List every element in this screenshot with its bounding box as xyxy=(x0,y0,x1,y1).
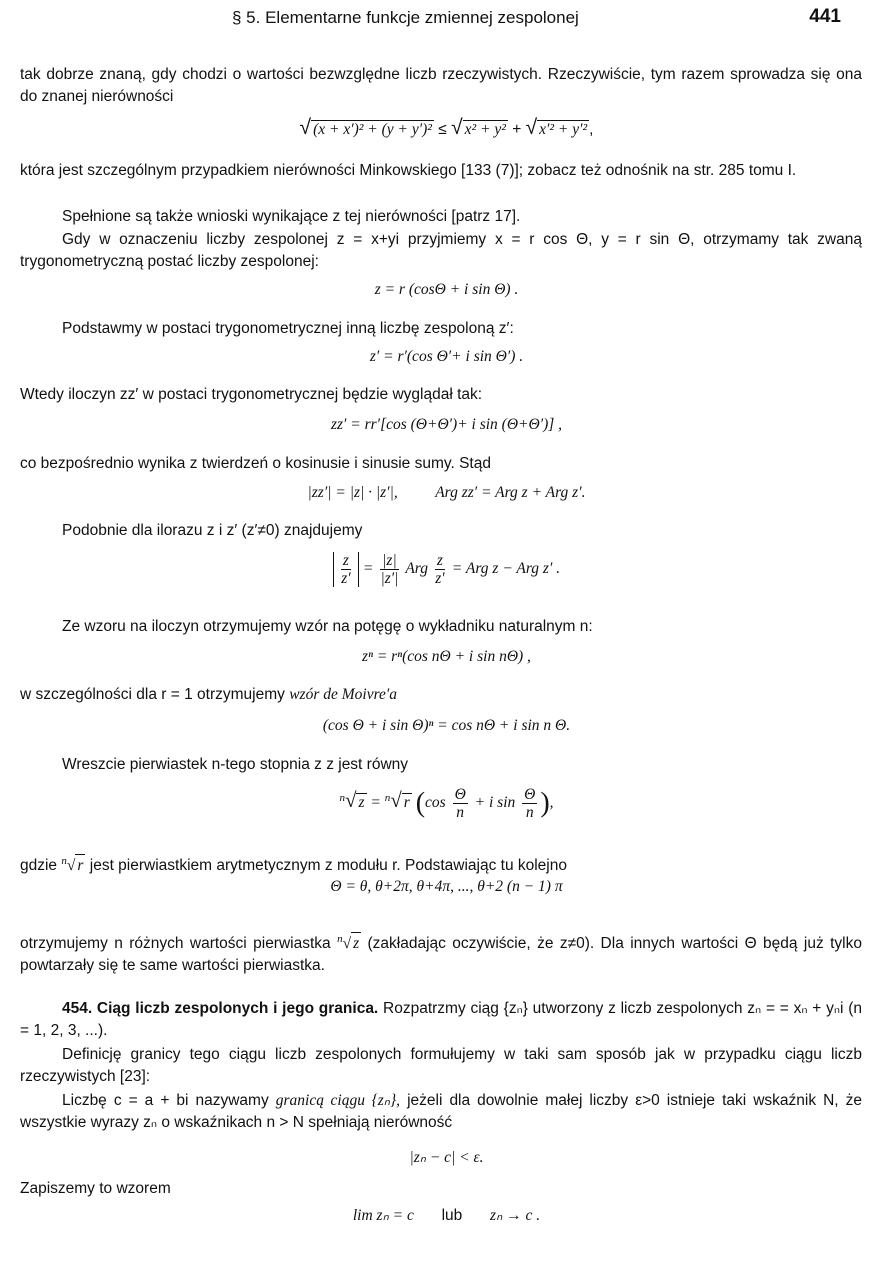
paragraph-10: w szczególności dla r = 1 otrzymujemy wzór de Moivre′a xyxy=(20,686,398,703)
paragraph-13: otrzymujemy n różnych wartości pierwiastka $^n$√ z (zakładając oczywiście, że z≠0). Dla innych wartości Θ będą już tylko powtarzały się te same wartości pierwiastka. xyxy=(20,933,862,975)
eq1-right-2: x′² + y′² xyxy=(539,121,588,138)
paragraph-9: Ze wzoru na iloczyn otrzymujemy wzór na potęgę o wykładniku naturalnym n: xyxy=(62,618,593,635)
equation-product: zz′ = rr′[cos (Θ+Θ′)+ i sin (Θ+Θ′)] , xyxy=(330,416,563,433)
eq9-fraction-2: $\frac{\Theta}{n}$ xyxy=(524,786,536,821)
eq6-arg: Arg xyxy=(405,560,429,578)
page-number: 441 xyxy=(809,6,841,27)
equation-minkowski xyxy=(0,116,893,140)
paragraph-6: Wtedy iloczyn zz′ w postaci trygonometrycznej będzie wyglądał tak: xyxy=(20,386,483,403)
paragraph-11: Wreszcie pierwiastek n-tego stopnia z z jest równy xyxy=(62,756,409,773)
running-title: § 5. Elementarne funkcje zmiennej zespolonej xyxy=(232,8,579,27)
equation-limit: lim zₙ = c lub zₙ → c . xyxy=(352,1207,541,1224)
section-454-title: 454. Ciąg liczb zespolonych i jego granica. xyxy=(62,1000,379,1017)
sqrt-sign: √ xyxy=(525,116,538,139)
paragraph-7: co bezpośrednio wynika z twierdzeń o kosinusie i sinusie sumy. Stąd xyxy=(20,455,491,472)
equation-de-moivre: (cos Θ + i sin Θ)ⁿ = cos nΘ + i sin n Θ. xyxy=(322,717,571,734)
eq6-arg-fraction: $\frac{z}{z'}$ xyxy=(435,552,445,587)
de-moivre-term: wzór de Moivre′a xyxy=(289,686,398,703)
paragraph-14: Definicję granicy tego ciągu liczb zespolonych formułujemy w taki sam sposób jak w przypadku ciągu liczb rzeczywistych [23]: xyxy=(20,1046,862,1085)
equation-trig-form: z = r (cosΘ + i sin Θ) . xyxy=(374,281,519,298)
eq1-end: , xyxy=(589,121,594,138)
running-header xyxy=(0,8,893,34)
eq5-modulus: |zz′| = |z| · |z′|, xyxy=(307,484,398,501)
equation-epsilon: |zₙ − c| < ε. xyxy=(409,1149,484,1166)
eq1-left: (x + x′)² + (y + y′)² xyxy=(313,121,432,138)
paragraph-4: Gdy w oznaczeniu liczby zespolonej z = x+yi przyjmiemy x = r cos Θ, y = r sin Θ, otrzymamy tak zwaną trygonometryczną postać liczby zespolonej: xyxy=(20,231,862,270)
paragraph-8: Podobnie dla ilorazu z i z′ (z′≠0) znajdujemy xyxy=(62,522,363,539)
sqrt-sign: √ xyxy=(299,116,312,139)
paragraph-16: Zapiszemy to wzorem xyxy=(20,1180,171,1197)
eq1-plus: + xyxy=(512,121,522,138)
paragraph-1: tak dobrze znaną, gdy chodzi o wartości bezwzględne liczb rzeczywistych. Rzeczywiście, tym razem sprowadza się ona do znanej nierówności xyxy=(20,66,862,105)
equation-power: zⁿ = rⁿ(cos nΘ + i sin nΘ) , xyxy=(362,648,531,665)
eq1-relation: ≤ xyxy=(438,121,447,138)
equation-modulus-arg xyxy=(0,484,893,502)
eq6-rest: = Arg z − Arg z′ . xyxy=(451,560,561,578)
limit-definition-term: granicą ciągu {zₙ}, xyxy=(275,1092,401,1109)
equation-z-prime: z′ = r′(cos Θ′+ i sin Θ′) . xyxy=(369,348,524,365)
sqrt-sign: √ xyxy=(451,116,463,139)
eq6-equals: = xyxy=(362,560,374,578)
section-454: 454. Ciąg liczb zespolonych i jego granica. Rozpatrzmy ciąg {zₙ} utworzony z liczb zespolonych zₙ = = xₙ + yₙi (n = 1, 2, 3, ...). xyxy=(20,1000,862,1039)
equation-theta-values: Θ = θ, θ+2π, θ+4π, ..., θ+2 (n − 1) π xyxy=(330,878,563,895)
paragraph-12: gdzie $^n$√ r jest pierwiastkiem arytmetycznym z modułu r. Podstawiając tu kolejno xyxy=(20,850,862,877)
eq6-modulus-fraction: $\frac{|z|}{|z'|}$ xyxy=(380,552,399,587)
paragraph-15: Liczbę c = a + bi nazywamy granicą ciągu {zₙ}, jeżeli dla dowolnie małej liczby ε>0 istnieje taki wskaźnik N, że wszystkie wyrazy zₙ o wskaźnikach n > N spełniają nierówność xyxy=(20,1092,863,1131)
equation-nth-root: $^n$√ z = $^n$√ r (cos $\frac{\Theta}{n}$ + i sin $\frac{\Theta}{n}$ ), xyxy=(339,786,554,821)
eq5-arg: Arg zz′ = Arg z + Arg z′. xyxy=(435,484,586,501)
paragraph-5: Podstawmy w postaci trygonometrycznej inną liczbę zespoloną z′: xyxy=(62,320,514,337)
paragraph-3: Spełnione są także wnioski wynikające z tej nierówności [patrz 17]. xyxy=(62,208,521,225)
paragraph-2: która jest szczególnym przypadkiem nierówności Minkowskiego [133 (7)]; zobacz też odnośnik na str. 285 tomu I. xyxy=(20,162,797,179)
equation-quotient xyxy=(0,552,893,587)
eq9-fraction-1: $\frac{\Theta}{n}$ xyxy=(454,786,466,821)
eq1-right-1: x² + y² xyxy=(464,121,506,138)
eq6-abs-quotient: $\frac{z}{z'}$ xyxy=(333,552,359,587)
